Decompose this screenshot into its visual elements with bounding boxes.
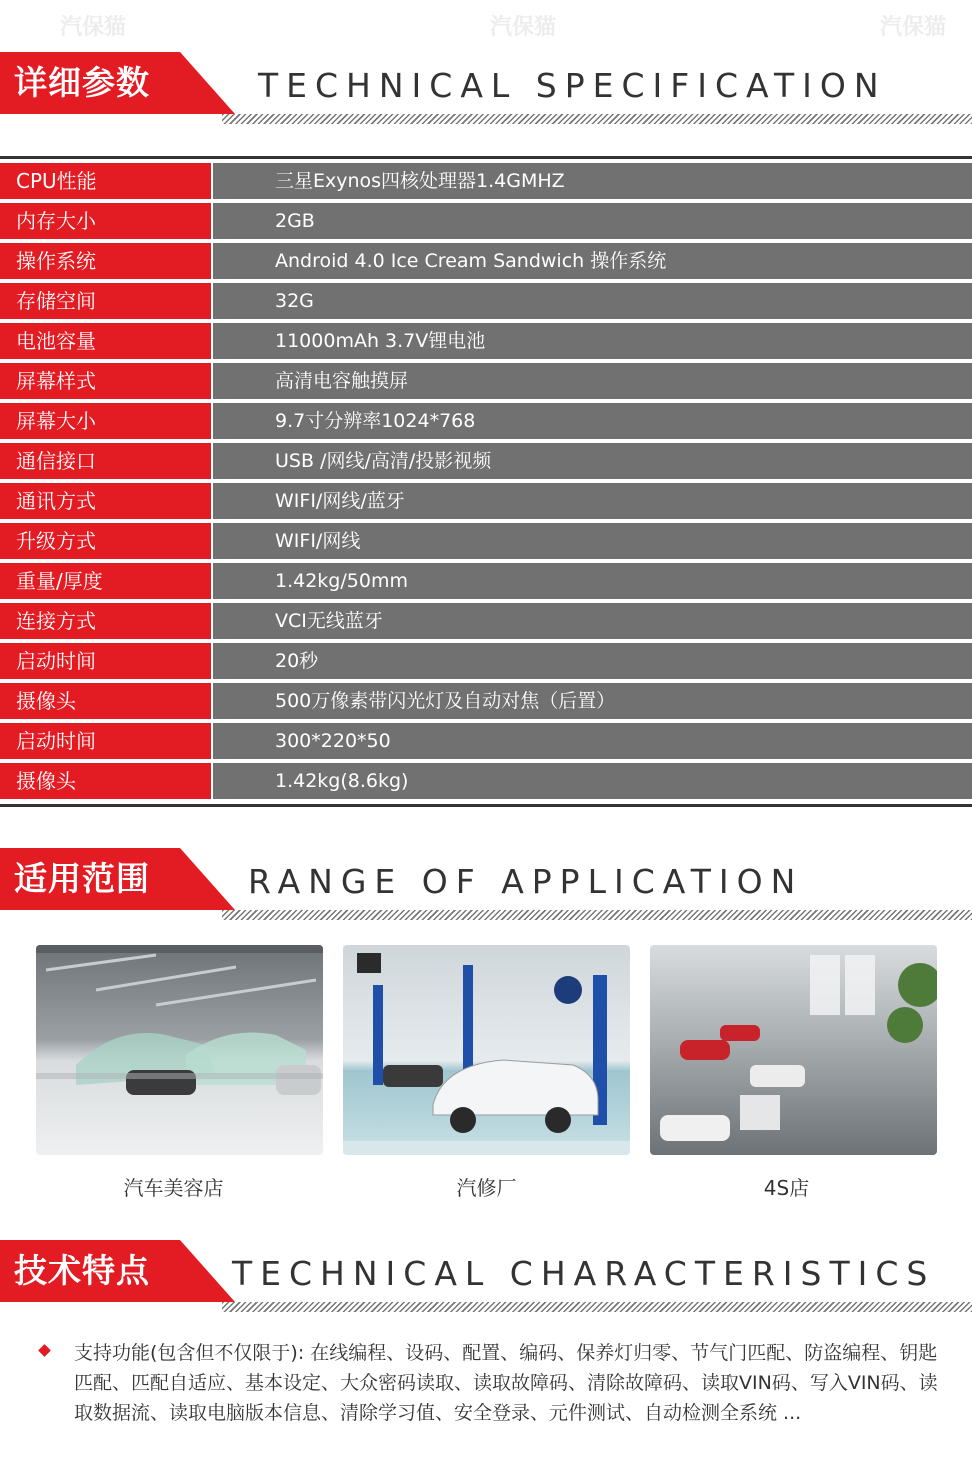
watermark: 汽保猫 — [60, 15, 127, 40]
stripe-divider — [222, 114, 972, 124]
spec-section-header — [0, 52, 972, 122]
spec-row — [0, 603, 972, 639]
features-section-header — [0, 1240, 972, 1310]
spec-key: 存储空间 — [0, 283, 211, 319]
range-title-cn: 适用范围 — [14, 859, 150, 898]
spec-value: 三星Exynos四核处理器1.4GMHZ — [213, 163, 972, 199]
spec-row — [0, 243, 972, 279]
spec-value: 9.7寸分辨率1024*768 — [213, 403, 972, 439]
photo-repair-shop — [343, 945, 630, 1155]
spec-row — [0, 363, 972, 399]
spec-value: 1.42kg(8.6kg) — [213, 763, 972, 799]
spec-row — [0, 483, 972, 519]
spec-key: 连接方式 — [0, 603, 211, 639]
spec-row — [0, 203, 972, 239]
spec-row — [0, 763, 972, 799]
caption-car-beauty-shop: 汽车美容店 — [123, 1176, 224, 1200]
spec-value: 300*220*50 — [213, 723, 972, 759]
spec-value: 500万像素带闪光灯及自动对焦（后置） — [213, 683, 972, 719]
spec-value: 20秒 — [213, 643, 972, 679]
spec-key: 电池容量 — [0, 323, 211, 359]
spec-value: 2GB — [213, 203, 972, 239]
feature-text: 支持功能(包含但不仅限于): 在线编程、设码、配置、编码、保养灯归零、节气门匹配、防盗编程、钥匙匹配、匹配自适应、基本设定、大众密码读取、读取故障码、清除故障码、读取VIN码、写入VIN码、读取数据流、读取电脑版本信息、清除学习值、安全登录、元件测试、自动检测全系统 ... — [74, 1342, 938, 1424]
spec-value: WIFI/网线/蓝牙 — [213, 483, 972, 519]
caption-repair-shop: 汽修厂 — [456, 1176, 517, 1200]
stripe-divider — [222, 910, 972, 920]
spec-value: 高清电容触摸屏 — [213, 363, 972, 399]
spec-row — [0, 403, 972, 439]
spec-row — [0, 163, 972, 199]
spec-key: 重量/厚度 — [0, 563, 211, 599]
watermark: 汽保猫 — [880, 15, 947, 40]
caption-4s-store: 4S店 — [763, 1176, 810, 1200]
spec-key: 通信接口 — [0, 443, 211, 479]
spec-value: 32G — [213, 283, 972, 319]
features-title-en: TECHNICAL CHARACTERISTICS — [232, 1254, 936, 1293]
spec-row — [0, 683, 972, 719]
spec-key: CPU性能 — [0, 163, 211, 199]
spec-key: 通讯方式 — [0, 483, 211, 519]
spec-row — [0, 723, 972, 759]
range-section-header — [0, 848, 972, 918]
spec-value: 11000mAh 3.7V锂电池 — [213, 323, 972, 359]
spec-key: 摄像头 — [0, 763, 211, 799]
spec-key: 屏幕大小 — [0, 403, 211, 439]
spec-value: Android 4.0 Ice Cream Sandwich 操作系统 — [213, 243, 972, 279]
spec-value: VCI无线蓝牙 — [213, 603, 972, 639]
spec-key: 内存大小 — [0, 203, 211, 239]
spec-key: 操作系统 — [0, 243, 211, 279]
diamond-bullet-icon — [38, 1344, 51, 1357]
spec-row — [0, 563, 972, 599]
stripe-divider — [222, 1302, 972, 1312]
range-title-en: RANGE OF APPLICATION — [248, 862, 804, 901]
spec-key: 启动时间 — [0, 723, 211, 759]
spec-table — [0, 156, 972, 807]
spec-row — [0, 643, 972, 679]
spec-row — [0, 283, 972, 319]
features-title-cn: 技术特点 — [14, 1251, 150, 1290]
spec-value: WIFI/网线 — [213, 523, 972, 559]
watermark: 汽保猫 — [490, 15, 557, 40]
spec-value: USB /网线/高清/投影视频 — [213, 443, 972, 479]
spec-title-en: TECHNICAL SPECIFICATION — [258, 66, 887, 105]
spec-key: 升级方式 — [0, 523, 211, 559]
spec-key: 启动时间 — [0, 643, 211, 679]
photo-4s-store — [650, 945, 937, 1155]
feature-list-item — [30, 1338, 940, 1428]
spec-row — [0, 523, 972, 559]
photo-car-beauty-shop — [36, 945, 323, 1155]
spec-value: 1.42kg/50mm — [213, 563, 972, 599]
spec-title-cn: 详细参数 — [14, 63, 150, 102]
spec-key: 屏幕样式 — [0, 363, 211, 399]
spec-row — [0, 443, 972, 479]
spec-key: 摄像头 — [0, 683, 211, 719]
spec-row — [0, 323, 972, 359]
